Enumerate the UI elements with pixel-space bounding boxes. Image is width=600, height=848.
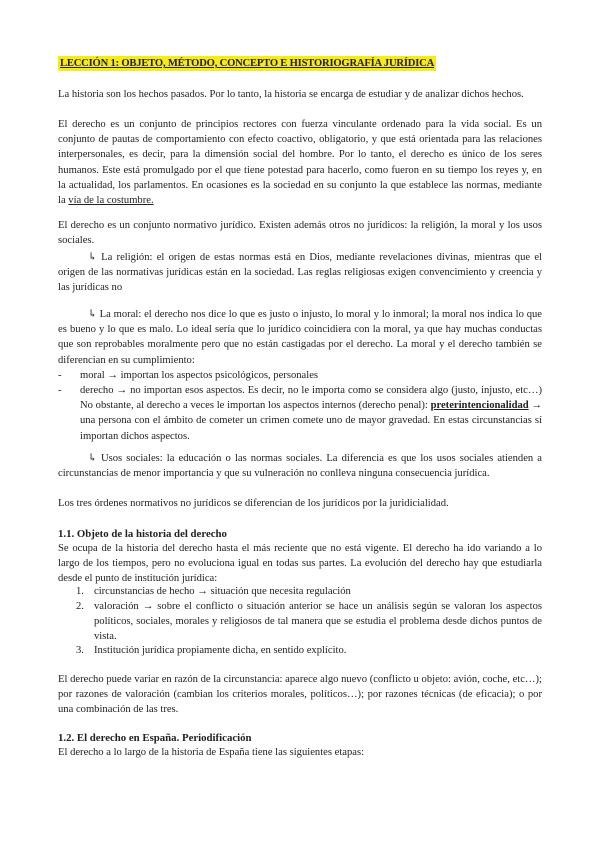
dash-mark: - bbox=[58, 385, 62, 396]
dash-mark: - bbox=[58, 370, 62, 381]
item-text: valoración → sobre el conflicto o situación anterior se hace un análisis según se valoran los aspectos políticos, sociales, morales y religiosos de tal manera que se estudia el problema desde dichos puntos de vista. bbox=[94, 601, 542, 643]
custom-way-text: vía de la costumbre. bbox=[68, 195, 154, 207]
item-number: 1. bbox=[76, 586, 84, 597]
paragraph-religion: ↳ La religión: el origen de estas normas está en Dios, mediante revelaciones divinas, mientras que el origen de las normativas jurídicas están en la sociedad. Las reglas religiosas exigen convencimiento y creencia y las jurídicas no bbox=[58, 252, 542, 294]
paragraph-law-definition bbox=[58, 117, 542, 208]
list-item-law-text bbox=[80, 383, 542, 444]
item-text: Institución jurídica propiamente dicha, en sentido explícito. bbox=[94, 645, 347, 656]
item-text: circunstancias de hecho → situación que necesita regulación bbox=[94, 586, 351, 597]
section-heading-1-1: 1.1. Objeto de la historia del derecho bbox=[58, 528, 227, 540]
list-item-law-text-a: derecho → no importan esos aspectos. Es decir, no le importa como se considera algo (justo, injusto, etc…) No obstante, al derecho a veces le importan los aspectos internos (derecho penal): bbox=[80, 385, 542, 412]
paragraph-law-definition-text: El derecho es un conjunto de principios rectores con fuerza vinculante ordenado para la vida social. Es un conjunto de pautas de comportamiento con efecto coactivo, obligatorio, y que está orientada para las relaciones interpersonales, es decir, para la dimensión social del hombre. Por lo tanto, el derecho es único de los seres humanos. Este está promulgado por el que tiene potestad para hacerlo, como fueron en su tiempo los reyes y, en la actualidad, los parlamentos. En ocasiones es la sociedad en su conjunto la que establece las normas, mediante la bbox=[58, 119, 542, 207]
item-number: 3. bbox=[76, 645, 84, 656]
list-item-law-text-b: → una persona con el ámbito de cometer un crimen comete uno de mayor gravedad. En estas circunstancias sí importan dichos aspectos. bbox=[80, 400, 542, 442]
paragraph-social-uses: ↳ Usos sociales: la educación o las normas sociales. La diferencia es que los usos sociales atienden a circunstancias de menor importancia y que su vulneración no conlleva ninguna consecuencia jurídica. bbox=[58, 453, 542, 480]
paragraph-law-variation: El derecho puede variar en razón de la circunstancia: aparece algo nuevo (conflicto u objeto: avión, coche, etc…); por razones de valoración (cambian los criterios morales, políticos…); por razones técnicas (de eficacia); o por una combinación de las tres. bbox=[58, 674, 542, 716]
preterintentionality-term: preterintencionalidad bbox=[430, 400, 529, 412]
paragraph-juridicality: Los tres órdenes normativos no jurídicos se diferencian de los jurídicos por la juridicialidad. bbox=[58, 498, 449, 509]
paragraph-object: Se ocupa de la historia del derecho hasta el más reciente que no está vigente. El derecho ha ido variando a lo largo de los tiempos, pero no evoluciona igual en todas sus partes. La evolución del derecho hay que estudiarla desde el punto de institución jurídica: bbox=[58, 543, 542, 585]
paragraph-normative-sets: El derecho es un conjunto normativo jurídico. Existen además otros no jurídicos: la religión, la moral y los usos sociales. bbox=[58, 220, 542, 247]
paragraph-moral: ↳ La moral: el derecho nos dice lo que es justo o injusto, lo moral y lo inmoral; la moral nos indica lo que es bueno y lo que es malo. Lo ideal sería que lo jurídico coincidiera con la moral, ya que hay muchas conductas que son reprobables moralmente pero que no están castigadas por el derecho. La moral y el derecho también se diferencian en su cumplimiento: bbox=[58, 309, 542, 366]
paragraph-history: La historia son los hechos pasados. Por lo tanto, la historia se encarga de estudiar y de analizar dichos hechos. bbox=[58, 89, 524, 100]
lesson-title: LECCIÓN 1: OBJETO, MÉTODO, CONCEPTO E HISTORIOGRAFÍA JURÍDICA bbox=[58, 56, 436, 71]
item-number: 2. bbox=[76, 601, 84, 612]
section-heading-1-2: 1.2. El derecho en España. Periodificación bbox=[58, 732, 252, 744]
list-item-moral-text: moral → importan los aspectos psicológicos, personales bbox=[80, 370, 319, 381]
paragraph-stages: El derecho a lo largo de la historia de España tiene las siguientes etapas: bbox=[58, 747, 365, 758]
